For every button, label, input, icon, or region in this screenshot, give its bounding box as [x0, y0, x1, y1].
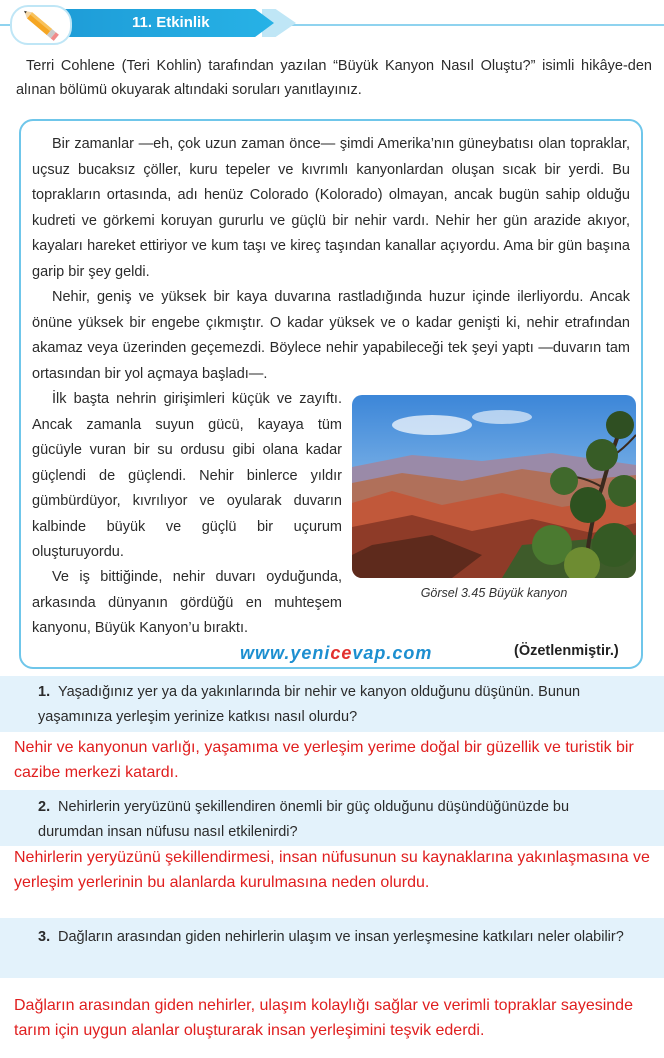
story-paragraph-4: Ve iş bittiğinde, nehir duvarı oyduğunda, arkasında dünyanın gördüğü en muhteşem kanyonu, Büyük Kanyon’u bıraktı.: [32, 569, 342, 636]
question-2-number: 2.: [38, 799, 51, 815]
watermark: [240, 643, 432, 664]
question-1: [38, 680, 638, 730]
question-3-number: 3.: [38, 929, 51, 945]
pencil-icon: [12, 7, 70, 43]
grand-canyon-photo: [352, 395, 636, 578]
answer-3: Dağların arasından giden nehirler, ulaşım kolaylığı sağlar ve verimli topraklar sayesinde tarım için uygun alanlar oluşturarak insan yerleşimini teşvik ederdi.: [14, 997, 633, 1039]
question-3-text: Dağların arasından giden nehirlerin ulaşım ve insan yerleşmesine katkıları neler olabilir?: [58, 929, 624, 945]
watermark-suffix: vap.com: [352, 643, 433, 663]
question-1-number: 1.: [38, 684, 51, 700]
watermark-prefix: www.yeni: [240, 643, 331, 663]
activity-instructions: Terri Cohlene (Teri Kohlin) tarafından yazılan “Büyük Kanyon Nasıl Oluştu?” isimli hikâye-den alınan bölümü okuyarak altındaki soruları yanıtlayınız.: [16, 58, 652, 98]
story-paragraph-3: İlk başta nehrin girişimleri küçük ve zayıftı. Ancak zamanla suyun gücü, kayaya tüm gücüyle vuran bir su ordusu gibi olana kadar güçlendi de güçlendi. Nehir binlerce yıldır gümbürdüyor, kıvrılıyor ve oyularak duvarın kalbinde büyük ve güçlü bir uçurum oluşturuyordu.: [32, 391, 342, 560]
activity-title: 11. Etkinlik: [132, 14, 210, 31]
story-paragraph-2: Nehir, geniş ve yüksek bir kaya duvarına rastladığında huzur içinde ilerliyordu. Ancak önüne yüksek bir engebe çıkmıştır. O kadar yüksek ve o kadar genişti ki, nehir etrafından akamaz veya üzerinden geçemezdi. Böylece nehir yapabileceği tek şeyi yaptı —duvarın tam ortasından bir yol açmaya başladı—.: [32, 289, 630, 382]
answer-2: Nehirlerin yeryüzünü şekillendirmesi, insan nüfusunun su kaynaklarına yakınlaşmasına ve yerleşim yerlerinin bu alanlarda kurulmasına neden olurdu.: [14, 849, 650, 891]
question-2: [38, 795, 638, 845]
answer-1: Nehir ve kanyonun varlığı, yaşamıma ve yerleşim yerime doğal bir güzellik ve turistik bir cazibe merkezi katardı.: [14, 739, 634, 781]
summary-note: (Özetlenmiştir.): [514, 643, 619, 659]
pencil-badge: [10, 5, 72, 45]
question-3: [38, 925, 638, 950]
watermark-accent: ce: [330, 643, 353, 663]
image-caption: Görsel 3.45 Büyük kanyon: [420, 586, 568, 600]
story-paragraph-1: Bir zamanlar —eh, çok uzun zaman önce— şimdi Amerika’nın güneybatısı olan topraklar, uçsuz bucaksız çöller, kuru tepeler ve kıvrımlı kanyonlardan oluşan sıcak bir yerdi. Bu toprakların ortasında, adı henüz Colorado (Kolorado) olmayan, ancak bugün sahip olduğu kudreti ve görkemi koruyan gururlu ve güçlü bir nehir vardı. Nehir her gün arazide akıyor, kayaları hareket ettiriyor ve kum taşı ve kireç taşından kanallar açıyordu. Ama bir gün başına garip bir şey geldi.: [32, 136, 630, 280]
question-1-text: Yaşadığınız yer ya da yakınlarında bir nehir ve kanyon olduğunu düşünün. Bunun yaşamınıza yerleşim yerinize katkısı nasıl olurdu?: [38, 684, 581, 725]
question-2-text: Nehirlerin yeryüzünü şekillendiren önemli bir güç olduğunu düşündüğünüzde bu durumdan insan nüfusu nasıl etkilenirdi?: [38, 799, 570, 840]
